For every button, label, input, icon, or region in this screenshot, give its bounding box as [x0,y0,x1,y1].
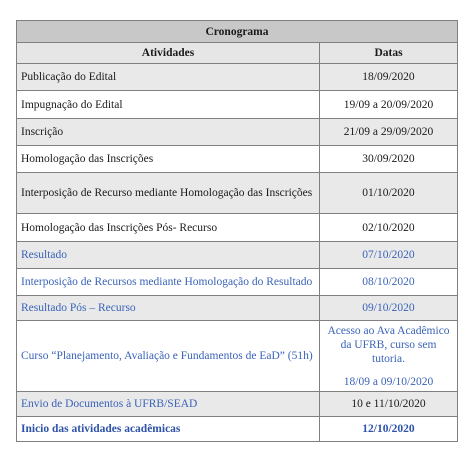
table-row [17,296,458,321]
activity-cell: Interposição de Recursos mediante Homologação do Resultado [17,269,320,296]
column-header-activities: Atividades [17,43,320,64]
table-row [17,119,458,146]
activity-cell: Inicio das atividades acadêmicas [17,417,320,442]
activity-cell: Inscrição [17,119,320,146]
date-cell: 08/10/2020 [320,269,458,296]
table-row [17,91,458,119]
activity-cell: Homologação das Inscrições [17,146,320,173]
activity-cell: Resultado Pós – Recurso [17,296,320,321]
date-cell: 07/10/2020 [320,242,458,269]
table-row [17,242,458,269]
table-row [17,64,458,91]
table-row [17,173,458,214]
date-cell: 09/10/2020 [320,296,458,321]
date-range: 18/09 a 09/10/2020 [343,375,434,388]
table-row [17,146,458,173]
date-cell: 10 e 11/10/2020 [320,392,458,417]
activity-cell: Envio de Documentos à UFRB/SEAD [17,392,320,417]
column-header-dates: Datas [320,43,458,64]
activity-cell: Publicação do Edital [17,64,320,91]
activity-cell: Resultado [17,242,320,269]
date-note: Acesso ao Ava Acadêmico da UFRB, curso sem tutoria. [327,324,450,365]
date-cell: 18/09/2020 [320,64,458,91]
table-title-row [17,21,458,43]
table-row [17,214,458,242]
table-row [17,321,458,392]
activity-cell: Impugnação do Edital [17,91,320,119]
activity-cell: Interposição de Recurso mediante Homologação das Inscrições [17,173,320,214]
schedule-table [16,20,458,442]
table-title: Cronograma [17,21,458,43]
date-cell: 19/09 a 20/09/2020 [320,91,458,119]
table-row [17,269,458,296]
date-cell: 12/10/2020 [320,417,458,442]
table-header-row [17,43,458,64]
date-cell: 30/09/2020 [320,146,458,173]
date-cell: 02/10/2020 [320,214,458,242]
date-cell: 01/10/2020 [320,173,458,214]
table-row [17,417,458,442]
table-row [17,392,458,417]
activity-cell: Homologação das Inscrições Pós- Recurso [17,214,320,242]
date-cell: 21/09 a 29/09/2020 [320,119,458,146]
activity-cell: Curso “Planejamento, Avaliação e Fundamentos de EaD” (51h) [17,321,320,392]
date-cell [320,321,458,392]
